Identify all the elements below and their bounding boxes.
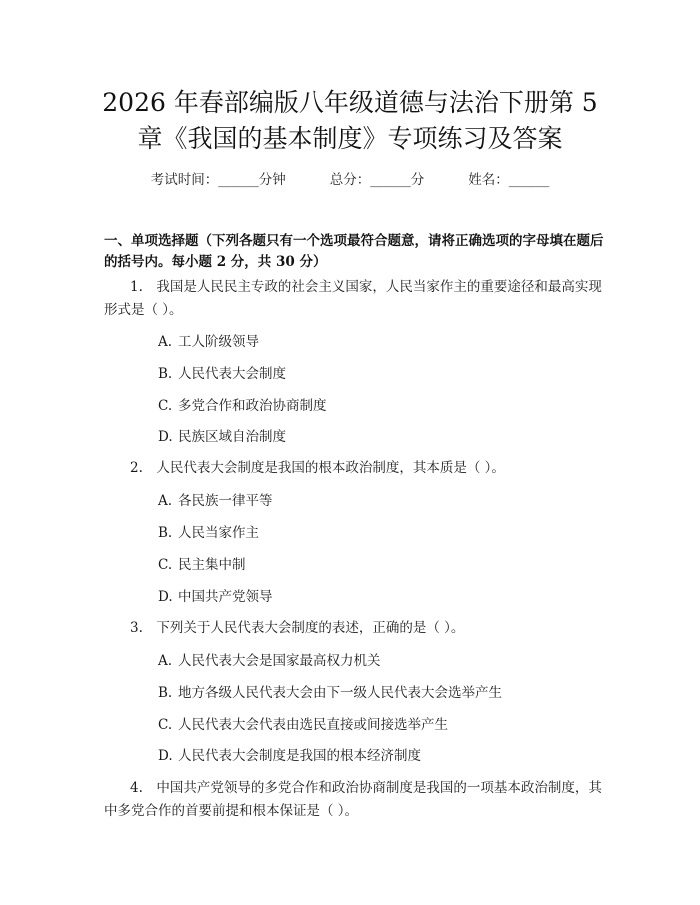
document-title-line-1: 2026 年春部编版八年级道德与法治下册第 5 [102, 88, 598, 117]
question-1: 1. 我国是人民民主专政的社会主义国家，人民当家作主的重要途径和最高实现形式是（ ）。 [104, 279, 602, 318]
question-1-option-a [158, 332, 588, 352]
question-1-option-c [158, 396, 588, 416]
question-3-option-a [158, 651, 588, 671]
option-letter: D. [158, 748, 173, 764]
exam-meta [0, 168, 700, 188]
option-letter: D. [158, 589, 173, 605]
option-text: 人民代表大会制度 [178, 366, 286, 382]
question-3: 3. 下列关于人民代表大会制度的表述，正确的是（ ）。 [130, 620, 465, 636]
question-3-option-c [158, 715, 588, 735]
question-4: 4. 中国共产党领导的多党合作和政治协商制度是我国的一项基本政治制度，其中多党合作的首要前提和根本保证是（ ）。 [104, 780, 602, 819]
option-letter: C. [158, 398, 173, 414]
option-letter: A. [158, 653, 173, 669]
option-letter: B. [158, 685, 173, 701]
question-2-option-d [158, 587, 588, 607]
option-text: 各民族一律平等 [178, 493, 273, 509]
question-1-option-b [158, 364, 588, 384]
option-text: 人民当家作主 [178, 525, 259, 541]
option-text: 工人阶级领导 [178, 334, 259, 350]
exam-time-field: 考试时间：______分钟 [150, 172, 286, 188]
question-3-option-b [158, 683, 588, 703]
option-text: 民主集中制 [178, 557, 246, 573]
option-text: 多党合作和政治协商制度 [178, 398, 327, 414]
question-2-option-c [158, 555, 588, 575]
total-score-field: 总分：______分 [329, 172, 425, 188]
option-text: 人民代表大会是国家最高权力机关 [178, 653, 381, 669]
option-text: 中国共产党领导 [178, 589, 273, 605]
option-letter: A. [158, 334, 173, 350]
document-title-line-2: 章《我国的基本制度》专项练习及答案 [137, 124, 563, 153]
option-letter: A. [158, 493, 173, 509]
option-letter: B. [158, 525, 173, 541]
section-heading-single-choice: 一、单项选择题（下列各题只有一个选项最符合题意，请将正确选项的字母填在题后的括号内。每小题 2 分，共 30 分） [104, 233, 604, 270]
option-text: 民族区域自治制度 [178, 429, 286, 445]
option-text: 人民代表大会代表由选民直接或间接选举产生 [178, 717, 448, 733]
option-letter: D. [158, 429, 173, 445]
option-text: 人民代表大会制度是我国的根本经济制度 [178, 748, 421, 764]
question-2: 2. 人民代表大会制度是我国的根本政治制度，其本质是（ ）。 [130, 460, 505, 476]
question-3-option-d [158, 746, 588, 766]
option-letter: C. [158, 717, 173, 733]
option-letter: B. [158, 366, 173, 382]
question-2-option-a [158, 491, 588, 511]
option-letter: C. [158, 557, 173, 573]
question-1-option-d [158, 427, 588, 447]
student-name-field: 姓名：______ [468, 172, 550, 188]
question-2-option-b [158, 523, 588, 543]
option-text: 地方各级人民代表大会由下一级人民代表大会选举产生 [178, 685, 502, 701]
